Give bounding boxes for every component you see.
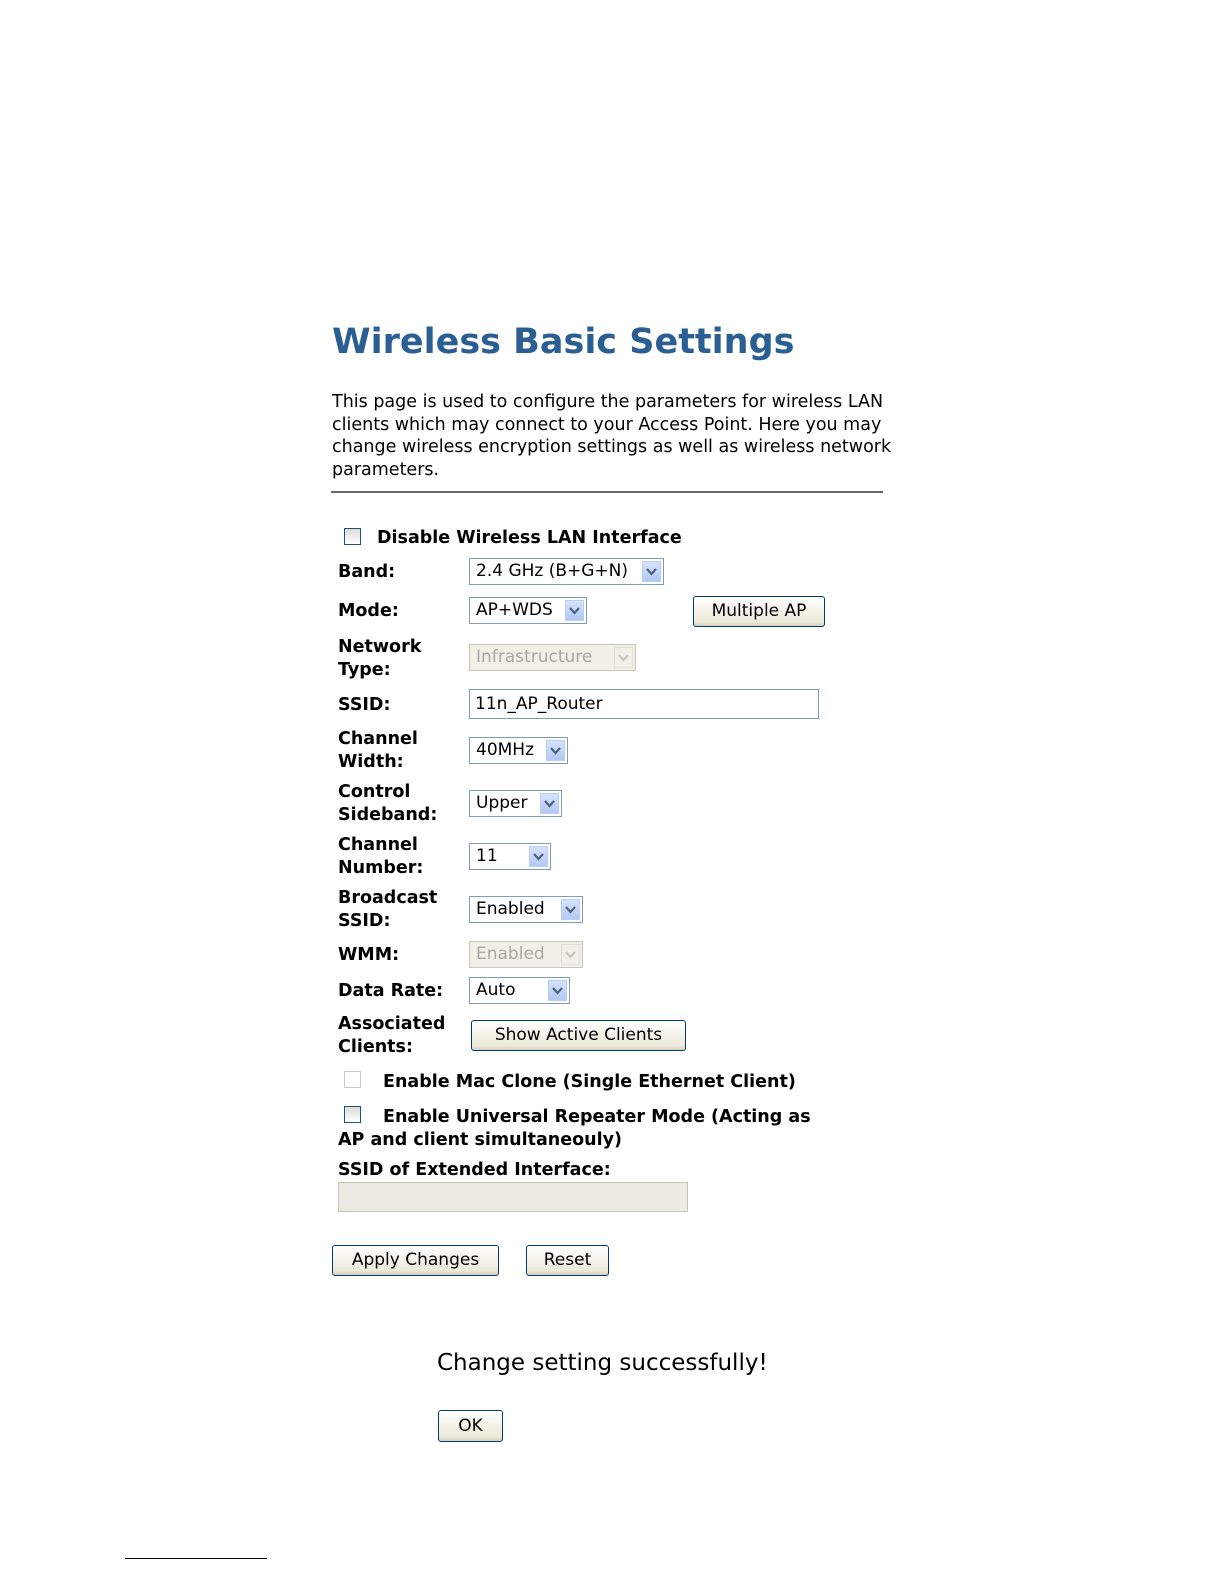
channel-number-label-line2: Number: (338, 857, 424, 878)
universal-repeater-checkbox[interactable] (344, 1106, 361, 1123)
control-sideband-label-line2: Sideband: (338, 804, 438, 825)
mode-select[interactable] (469, 597, 587, 624)
chevron-down-icon (561, 899, 580, 920)
chevron-down-icon (540, 793, 559, 814)
mode-label: Mode: (338, 601, 399, 621)
page-title: Wireless Basic Settings (332, 322, 795, 362)
band-select-value: 2.4 GHz (B+G+N) (476, 561, 629, 581)
reset-button[interactable]: Reset (526, 1245, 609, 1276)
associated-clients-label-line2: Clients: (338, 1036, 413, 1057)
control-sideband-select-value: Upper (476, 793, 528, 813)
ssid-input[interactable]: 11n_AP_Router (469, 689, 819, 719)
channel-width-select[interactable] (469, 737, 568, 764)
mode-select-value: AP+WDS (476, 600, 553, 620)
broadcast-ssid-label-line1: Broadcast (338, 888, 438, 908)
associated-clients-label-line1: Associated (338, 1014, 446, 1034)
wmm-label: WMM: (338, 945, 400, 965)
mac-clone-label: Enable Mac Clone (Single Ethernet Client) (383, 1072, 796, 1092)
disable-wlan-label: Disable Wireless LAN Interface (377, 528, 682, 548)
divider (331, 491, 883, 493)
channel-number-label (338, 834, 423, 879)
chevron-down-icon (614, 647, 633, 668)
channel-width-label-line2: Width: (338, 751, 404, 772)
chevron-down-icon (529, 846, 548, 867)
network-type-label (338, 636, 421, 681)
network-type-select (469, 644, 636, 671)
associated-clients-label (338, 1013, 445, 1058)
wmm-select-value: Enabled (476, 944, 545, 964)
success-message: Change setting successfully! (437, 1350, 768, 1376)
broadcast-ssid-label (338, 887, 437, 932)
mac-clone-checkbox (344, 1071, 361, 1088)
ssid-label: SSID: (338, 695, 391, 715)
channel-number-select[interactable] (469, 843, 551, 870)
channel-width-select-value: 40MHz (476, 740, 535, 760)
channel-number-select-value: 11 (476, 846, 498, 866)
ok-button[interactable]: OK (438, 1410, 503, 1442)
network-type-label-line1: Network (338, 637, 422, 657)
universal-repeater-label-line1: Enable Universal Repeater Mode (Acting as (383, 1107, 811, 1127)
chevron-down-icon (565, 600, 584, 621)
data-rate-select-value: Auto (476, 980, 516, 1000)
network-type-select-value: Infrastructure (476, 647, 593, 667)
chevron-down-icon (561, 944, 580, 965)
wmm-select (469, 941, 583, 968)
ssid-extended-input (338, 1182, 688, 1212)
page-description: This page is used to configure the parameters for wireless LAN clients which may connect to your Access Point. Here you may change wireless encryption settings as well as wireless network parameters. (332, 392, 892, 480)
channel-number-label-line1: Channel (338, 835, 418, 855)
band-select[interactable] (469, 558, 664, 585)
channel-width-label (338, 728, 418, 773)
footnote-rule (125, 1558, 267, 1559)
network-type-label-line2: Type: (338, 659, 391, 680)
disable-wlan-checkbox[interactable] (344, 528, 361, 545)
control-sideband-label (338, 781, 437, 826)
data-rate-label: Data Rate: (338, 981, 444, 1001)
universal-repeater-label-line2: AP and client simultaneouly) (338, 1130, 622, 1150)
band-label: Band: (338, 562, 396, 582)
channel-width-label-line1: Channel (338, 729, 418, 749)
show-active-clients-button[interactable]: Show Active Clients (471, 1020, 686, 1051)
chevron-down-icon (642, 561, 661, 582)
apply-changes-button[interactable]: Apply Changes (332, 1245, 499, 1276)
broadcast-ssid-select[interactable] (469, 896, 583, 923)
chevron-down-icon (548, 980, 567, 1001)
multiple-ap-button[interactable]: Multiple AP (693, 596, 825, 627)
broadcast-ssid-label-line2: SSID: (338, 910, 391, 931)
ssid-extended-label: SSID of Extended Interface: (338, 1160, 611, 1180)
chevron-down-icon (546, 740, 565, 761)
broadcast-ssid-select-value: Enabled (476, 899, 545, 919)
data-rate-select[interactable] (469, 977, 570, 1004)
control-sideband-label-line1: Control (338, 782, 411, 802)
control-sideband-select[interactable] (469, 790, 562, 817)
